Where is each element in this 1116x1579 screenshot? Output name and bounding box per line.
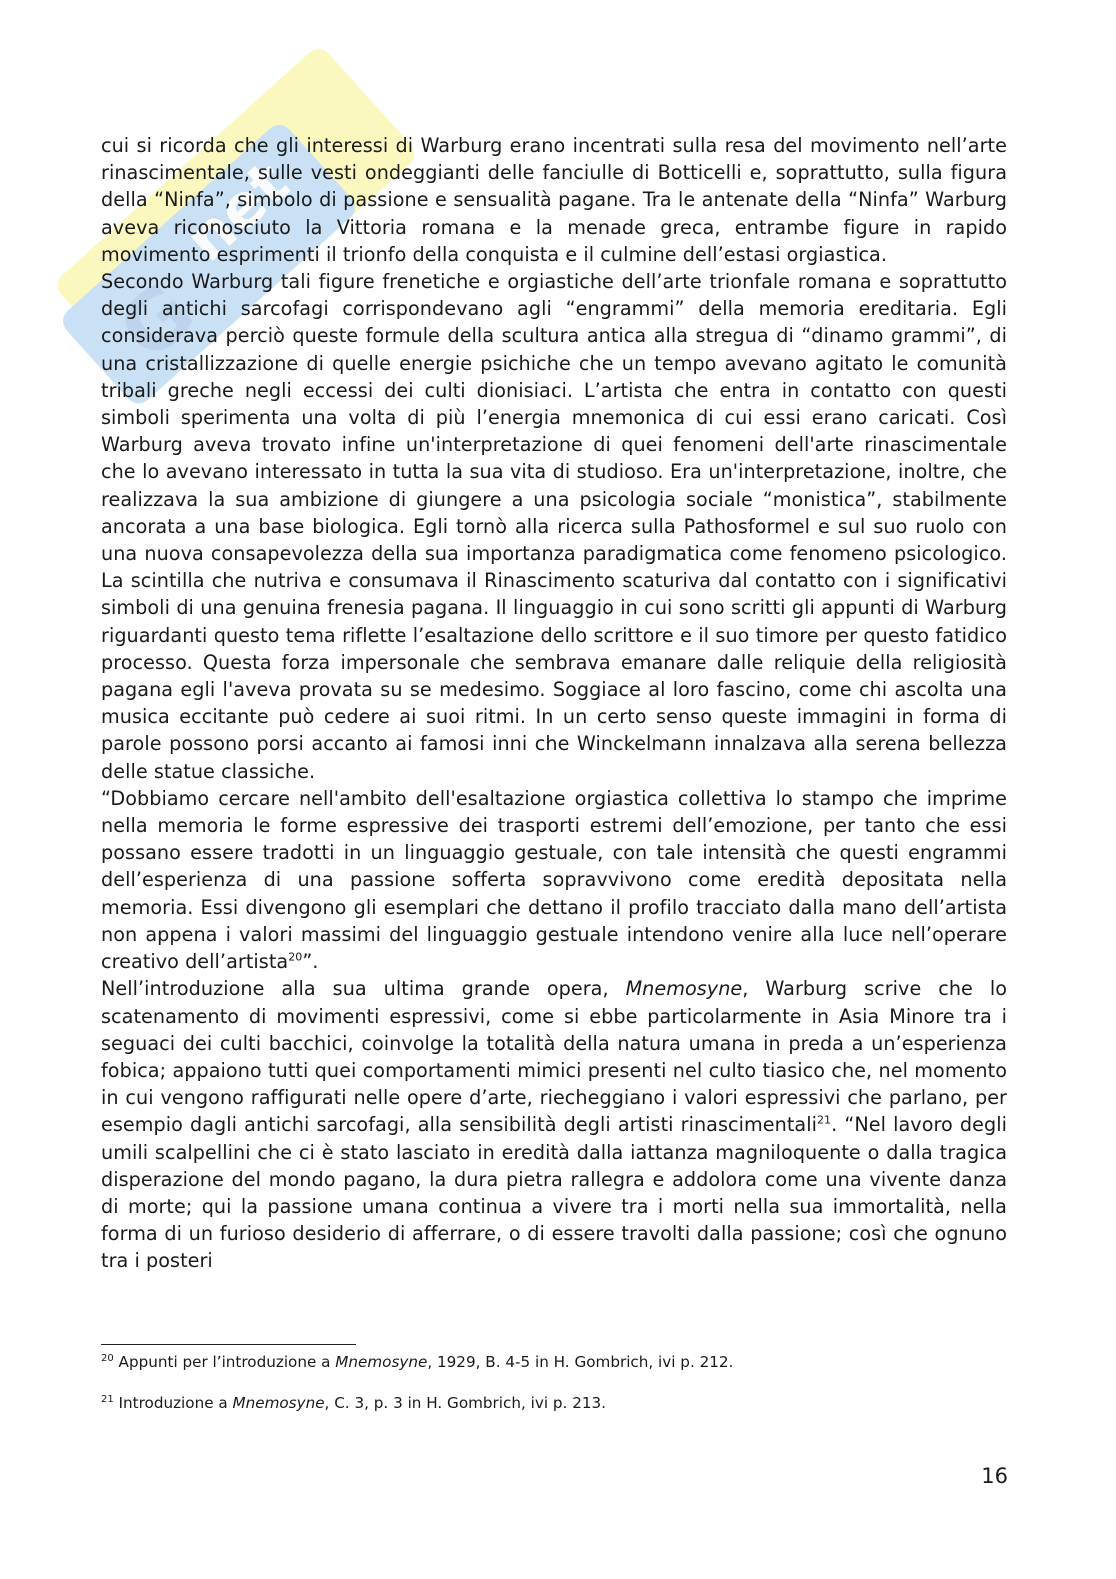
footnote-text: Introduzione a (113, 1394, 233, 1412)
paragraph-1: cui si ricorda che gli interessi di Warburg erano incentrati sulla resa del movimento nell’arte rinascimentale, sulle vesti ondeggianti delle fanciulle di Botticelli e, soprattutto, sulla figura della “Ninfa”, simbolo di passione e sensualità pagane. Tra le antenate della “Ninfa” Warburg aveva riconosciuto la Vittoria romana e la menade greca, entrambe figure in rapido movimento esprimenti il trionfo della conquista e il culmine dell’estasi orgiastica. (101, 134, 1007, 266)
footnote-ref-21[interactable]: 21 (816, 1113, 832, 1127)
quote-end: ”. (302, 950, 319, 974)
footnote-text: , 1929, B. 4-5 in H. Gombrich, ivi p. 212. (427, 1353, 734, 1371)
page-number: 16 (981, 1464, 1008, 1488)
footnote-number: 21 (101, 1393, 114, 1405)
paragraph-2: Secondo Warburg tali figure frenetiche e orgiastiche dell’arte trionfale romana e soprattutto degli antichi sarcofagi corrispondevano agli “engrammi” della memoria ereditaria. Egli considerava perciò queste formule della scultura antica alla stregua di “dinamo grammi”, di una cristallizzazione di quelle energie psichiche che un tempo avevano agitato le comunità tribali greche negli eccessi dei culti dionisiaci. L’artista che entra in contatto con questi simboli sperimenta una volta di più l’energia mnemonica di cui essi erano caricati. Così Warburg aveva trovato infine un'interpretazione di quei fenomeni dell'arte rinascimentale che lo avevano interessato in tutta la sua vita di studioso. Era un'interpretazione, inoltre, che realizzava la sua ambizione di giungere a una psicologia sociale “monistica”, stabilmente ancorata a una base biologica. Egli tornò alla ricerca sulla Pathosformel e sul suo ruolo con una nuova consapevolezza della sua importanza paradigmatica come fenomeno psicologico. La scintilla che nutriva e consumava il Rinascimento scaturiva dal contatto con i significativi simboli di una genuina frenesia pagana. Il linguaggio in cui sono scritti gli appunti di Warburg riguardanti questo tema riflette l’esaltazione dello scrittore e il suo timore per questo fatidico processo. Questa forza impersonale che sembrava emanare dalle reliquie della religiosità pagana egli l'aveva provata su se medesimo. Soggiace al loro fascino, come chi ascolta una musica eccitante può cedere ai suoi ritmi. In un certo senso queste immagini in forma di parole possono porsi accanto ai famosi inni che Winckelmann innalzava alla serena bellezza delle statue classiche. (101, 270, 1007, 783)
footnotes (101, 1352, 1007, 1413)
footnote-separator (101, 1344, 356, 1345)
footnote-text: Appunti per l’introduzione a (113, 1353, 336, 1371)
text-segment: . “Nel lavoro degli umili scalpellini che ci è stato lasciato in eredità dalla iattanza magniloquente o dalla tragica disperazione del mondo pagano, la dura pietra rallegra e addolora come una vivente danza di morte; qui la passione umana continua a vivere tra i morti nella sua immortalità, nella forma di un furioso desiderio di afferrare, o di essere travolti dalla passione; così che ognuno tra i posteri (101, 1113, 1007, 1273)
work-title: Mnemosyne (625, 977, 743, 1001)
footnote-title: Mnemosyne (232, 1394, 325, 1412)
svg-text:G: G (101, 264, 213, 378)
paragraph-3 (101, 785, 1007, 975)
svg-text:net: net (172, 148, 303, 276)
footnote-title: Mnemosyne (335, 1353, 428, 1371)
footnote-number: 20 (101, 1352, 114, 1364)
text-segment: Nell’introduzione alla sua ultima grande opera, (101, 977, 626, 1001)
footnote-21 (101, 1393, 1007, 1413)
quote-text: “Dobbiamo cercare nell'ambito dell'esaltazione orgiastica collettiva lo stampo che imprime nella memoria le forme espressive dei trasporti estremi dell’emozione, per tanto che essi possano essere tradotti in un linguaggio gestuale, con tale intensità che questi engrammi dell’esperienza di una passione sofferta sopravvivono come eredità depositata nella memoria. Essi divengono gli esemplari che dettano il profilo tracciato dalla mano dell’artista non appena i valori massimi del linguaggio gestuale intendono venire alla luce nell’operare creativo dell’artista (101, 786, 1007, 974)
paragraph-4 (101, 975, 1007, 1274)
footnote-20 (101, 1352, 1007, 1372)
footnote-ref-20[interactable]: 20 (288, 950, 303, 964)
text-segment: , Warburg scrive che lo scatenamento di movimenti espressivi, come si ebbe particolarmente in Asia Minore tra i seguaci dei culti bacchici, coinvolge la totalità della natura umana in preda a un’esperienza fobica; appaiono tutti quei comportamenti mimici presenti nel culto tiasico che, nel momento in cui vengono raffigurati nelle opere d’arte, riecheggiano i valori espressivi che parlano, per esempio dagli antichi sarcofagi, alla sensibilità degli artisti rinascimentali (101, 977, 1007, 1137)
page-body (101, 132, 1007, 1275)
footnote-text: , C. 3, p. 3 in H. Gombrich, ivi p. 213. (324, 1394, 607, 1412)
